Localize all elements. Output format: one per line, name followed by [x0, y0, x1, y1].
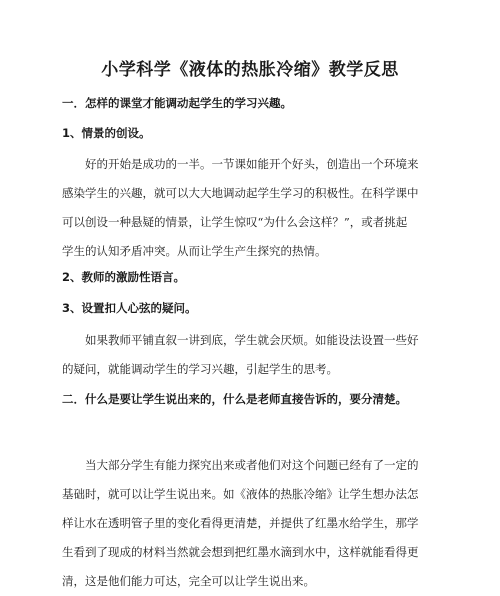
paragraph-line: 感染学生的兴趣，就可以大大地调动起学生学习的积极性。在科学课中 — [62, 186, 419, 200]
paragraph-line: 当大部分学生有能力探究出来或者他们对这个问题已经有了一定的 — [85, 458, 419, 472]
item-1-paragraph — [62, 150, 440, 266]
item-3-paragraph — [62, 326, 440, 384]
paragraph-line: 可以创设一种悬疑的情景，让学生惊叹“为什么会这样？”，或者挑起 — [62, 215, 408, 229]
paragraph-line: 样让水在透明管子里的变化看得更清楚，并提供了红墨水给学生，那学 — [62, 516, 419, 530]
section-2-paragraph — [62, 451, 440, 596]
section-2-heading: 二．什么是要让学生说出来的，什么是老师直接告诉的，要分清楚。 — [62, 392, 407, 406]
item-1-heading: 1、情景的创设。 — [62, 126, 151, 140]
item-3-heading: 3、设置扣人心弦的疑问。 — [62, 301, 197, 315]
document-title: 小学科学《液体的热胀冷缩》教学反思 — [101, 60, 399, 80]
paragraph-line: 的疑问，就能调动学生的学习兴趣，引起学生的思考。 — [62, 362, 338, 376]
section-1-heading: 一．怎样的课堂才能调动起学生的学习兴趣。 — [62, 96, 292, 110]
paragraph-line: 清，这是他们能力可达，完全可以让学生说出来。 — [62, 574, 315, 588]
paragraph-line: 生看到了现成的材料当然就会想到把红墨水滴到水中，这样就能看得更 — [62, 545, 419, 559]
paragraph-line: 学生的认知矛盾冲突。从而让学生产生探究的热情。 — [62, 244, 327, 258]
paragraph-line: 如果教师平铺直叙一讲到底，学生就会厌烦。如能设法设置一些好 — [85, 333, 419, 347]
item-2-heading: 2、教师的激励性语言。 — [62, 270, 186, 284]
paragraph-line: 好的开始是成功的一半。一节课如能开个好头，创造出一个环境来 — [85, 157, 419, 171]
paragraph-line: 基础时，就可以让学生说出来。如《液体的热胀冷缩》让学生想办法怎 — [62, 487, 419, 501]
